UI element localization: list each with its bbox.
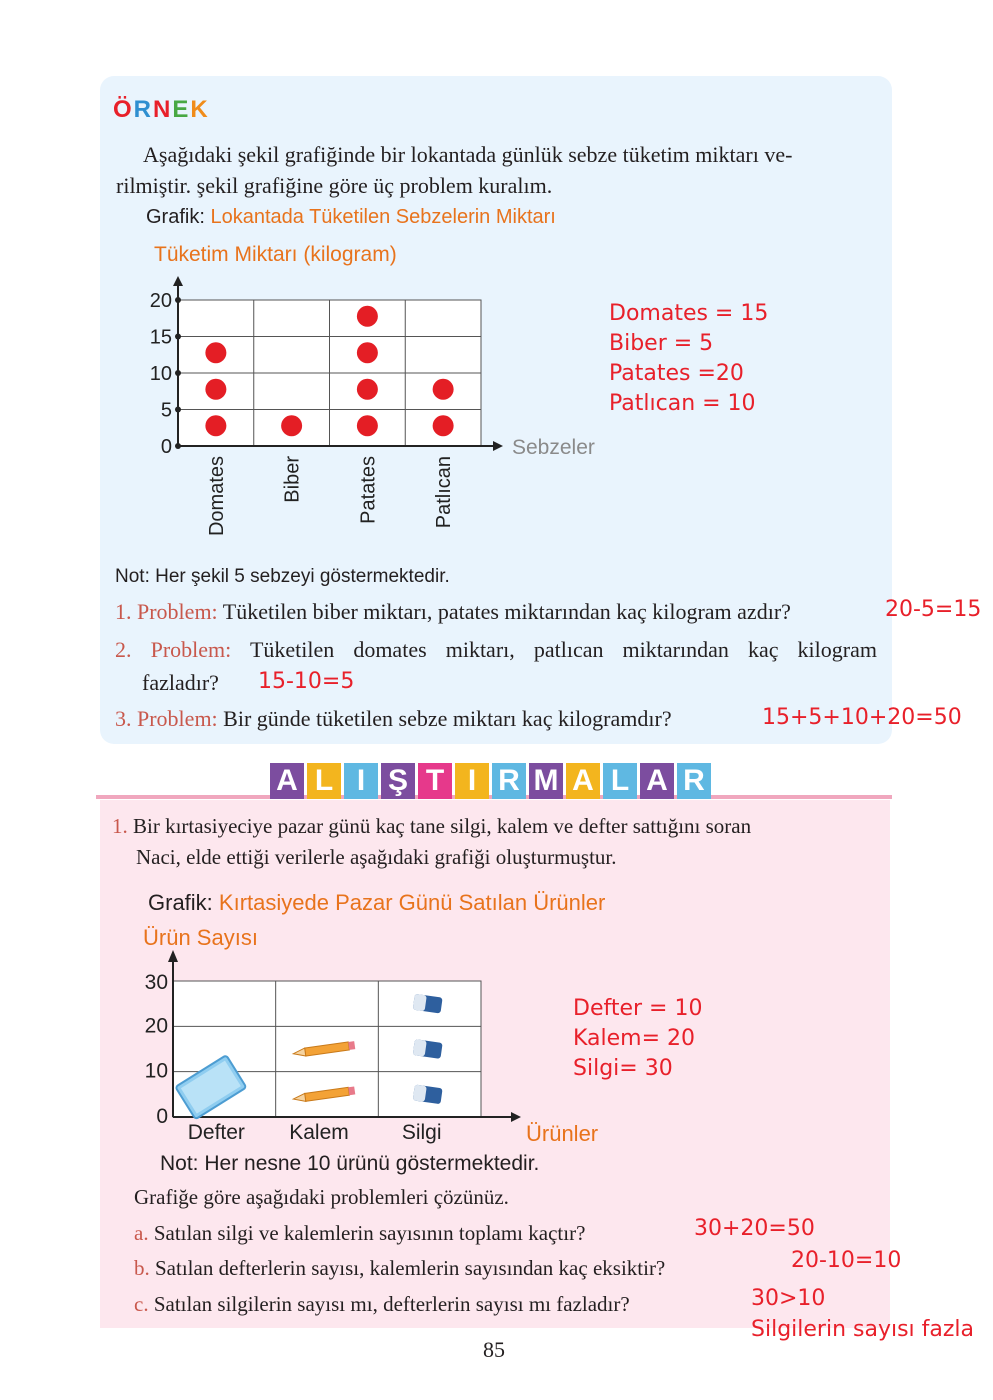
annotation-biber: Biber = 5 xyxy=(609,331,714,356)
heading-letter-tile: L xyxy=(603,763,637,799)
question-c-text: Satılan silgilerin sayısı mı, defterlerin sayısı mı fazladır? xyxy=(153,1292,630,1316)
x-tick-label: Patlıcan xyxy=(433,456,456,529)
heading-letter-tile: R xyxy=(677,763,711,799)
problem-1 xyxy=(115,599,791,625)
y-tick-label: 20 xyxy=(144,1014,168,1038)
x-axis-title: Sebzeler xyxy=(512,436,595,459)
data-dot-domates xyxy=(205,379,226,400)
title-letter: K xyxy=(190,96,210,123)
example-title xyxy=(113,96,210,124)
y-tick-label: 10 xyxy=(149,363,172,385)
y-tick-label: 15 xyxy=(149,326,172,349)
vegetable-pictograph xyxy=(130,230,610,550)
heading-letter-tile: R xyxy=(492,763,526,799)
data-dot-patates xyxy=(357,415,378,436)
problem-2-answer: 15-10=5 xyxy=(258,669,355,694)
graph2-note: Not: Her nesne 10 ürünü göstermektedir. xyxy=(160,1152,540,1175)
chart1-annotations xyxy=(609,299,768,419)
exercise-1-number: 1. xyxy=(112,814,128,838)
problem-1-answer: 20-5=15 xyxy=(885,597,982,622)
page-number: 85 xyxy=(483,1337,505,1362)
intro-line-2: rilmiştir. şekil grafiğine göre üç problem kuralım. xyxy=(116,173,553,198)
x-axis-arrow xyxy=(493,441,503,451)
annotation-domates: Domates = 15 xyxy=(609,301,769,326)
y-tick-dot xyxy=(175,297,181,303)
question-c-label: c. xyxy=(134,1292,149,1316)
question-a-answer: 30+20=50 xyxy=(694,1216,815,1241)
x-tick-label: Patates xyxy=(357,456,380,524)
y-axis-title: Ürün Sayısı xyxy=(143,925,258,950)
problem-2-text-continued: fazladır? xyxy=(142,670,219,695)
title-letter: E xyxy=(172,96,191,123)
title-letter: N xyxy=(153,96,173,123)
y-tick-label: 10 xyxy=(144,1059,168,1083)
data-dot-domates xyxy=(205,415,226,436)
exercise-1-text: Bir kırtasiyeciye pazar günü kaç tane silgi, kalem ve defter sattığını soran xyxy=(133,814,752,838)
exercise-1-line-2: Naci, elde ettiği verilerle aşağıdaki grafiği oluşturmuştur. xyxy=(136,845,617,869)
intro-line-1: Aşağıdaki şekil grafiğinde bir lokantada günlük sebze tüketim miktarı ve- xyxy=(143,142,793,167)
x-axis-arrow xyxy=(511,1112,521,1122)
question-b-text: Satılan defterlerin sayısı, kalemlerin sayısından kaç eksiktir? xyxy=(155,1256,666,1280)
y-axis-title: Tüketim Miktarı (kilogram) xyxy=(154,243,397,266)
title-letter: R xyxy=(133,96,154,123)
heading-letter-tile: L xyxy=(307,763,341,799)
annotation-patates: Patates =20 xyxy=(609,361,744,386)
question-c-answer: 30>10 xyxy=(751,1286,826,1311)
question-a xyxy=(134,1218,585,1249)
y-tick-label: 0 xyxy=(156,1105,168,1128)
heading-letter-tile: I xyxy=(455,763,489,799)
exercise-1-line-1 xyxy=(112,811,751,842)
problem-3 xyxy=(115,706,672,732)
heading-letter-tile: I xyxy=(344,763,378,799)
annotation-kalem: Kalem= 20 xyxy=(573,1026,696,1051)
y-tick-dot xyxy=(175,334,181,340)
heading-letter-tile: T xyxy=(418,763,452,799)
data-dot-patates xyxy=(357,379,378,400)
problem-2-text: Tüketilen domates miktarı, patlıcan miktarından kaç kilogram xyxy=(249,637,877,662)
y-tick-label: 20 xyxy=(149,290,172,312)
problem-3-text: Bir günde tüketilen sebze miktarı kaç kilogramdır? xyxy=(223,706,672,731)
chart2-annotations xyxy=(573,994,702,1084)
data-dot-patates xyxy=(357,342,378,363)
problem-2 xyxy=(115,637,877,663)
heading-letter-tile: A xyxy=(566,763,600,799)
example-note: Not: Her şekil 5 sebzeyi göstermektedir. xyxy=(115,566,450,587)
graph2-caption xyxy=(148,890,605,916)
y-tick-label: 5 xyxy=(160,399,172,422)
question-b-label: b. xyxy=(134,1256,150,1280)
question-a-label: a. xyxy=(134,1221,149,1245)
heading-letter-tile: A xyxy=(270,763,304,799)
heading-letter-tile: A xyxy=(640,763,674,799)
y-tick-label: 0 xyxy=(160,436,172,458)
problem-1-label: 1. Problem: xyxy=(115,599,218,624)
annotation-patlican: Patlıcan = 10 xyxy=(609,391,756,416)
exercise-instruction: Grafiğe göre aşağıdaki problemleri çözünüz. xyxy=(134,1185,509,1209)
question-c xyxy=(134,1289,630,1320)
graph2-prefix: Grafik: xyxy=(148,890,213,915)
question-b xyxy=(134,1253,665,1284)
x-tick-label: Silgi xyxy=(401,1121,442,1144)
x-tick-label: Kalem xyxy=(289,1121,349,1144)
y-tick-label: 30 xyxy=(144,971,168,994)
graph-caption xyxy=(146,206,556,229)
data-dot-patates xyxy=(357,306,378,327)
data-dot-biber xyxy=(281,415,302,436)
x-tick-label: Biber xyxy=(281,456,304,503)
question-a-text: Satılan silgi ve kalemlerin sayısının toplamı kaçtır? xyxy=(153,1221,586,1245)
y-tick-dot xyxy=(175,370,181,376)
x-tick-label: Domates xyxy=(205,456,228,537)
heading-letter-tile: Ş xyxy=(381,763,415,799)
graph-title: Lokantada Tüketilen Sebzelerin Miktarı xyxy=(210,206,556,228)
graph-prefix: Grafik: xyxy=(146,206,205,228)
data-dot-patlıcan xyxy=(433,379,454,400)
data-dot-patlıcan xyxy=(433,415,454,436)
problem-3-label: 3. Problem: xyxy=(115,706,218,731)
problem-2-label: 2. Problem: xyxy=(115,637,232,662)
question-b-answer: 20-10=10 xyxy=(791,1248,902,1273)
x-axis-title: Ürünler xyxy=(526,1121,599,1146)
annotation-silgi: Silgi= 30 xyxy=(573,1056,673,1081)
y-axis-arrow xyxy=(173,276,183,286)
annotation-defter: Defter = 10 xyxy=(573,996,703,1021)
y-axis-arrow xyxy=(168,950,178,962)
y-tick-dot xyxy=(175,443,181,449)
stationery-pictograph xyxy=(130,920,620,1150)
graph2-title: Kırtasiyede Pazar Günü Satılan Ürünler xyxy=(218,890,606,915)
x-tick-label: Defter xyxy=(187,1121,245,1144)
data-dot-domates xyxy=(205,342,226,363)
problem-3-answer: 15+5+10+20=50 xyxy=(762,705,962,730)
question-c-answer-line-2: Silgilerin sayısı fazla xyxy=(751,1317,975,1342)
title-letter: Ö xyxy=(113,96,134,123)
y-tick-dot xyxy=(175,407,181,413)
problem-1-text: Tüketilen biber miktarı, patates miktarından kaç kilogram azdır? xyxy=(222,599,791,624)
heading-letter-tile: M xyxy=(529,763,563,799)
